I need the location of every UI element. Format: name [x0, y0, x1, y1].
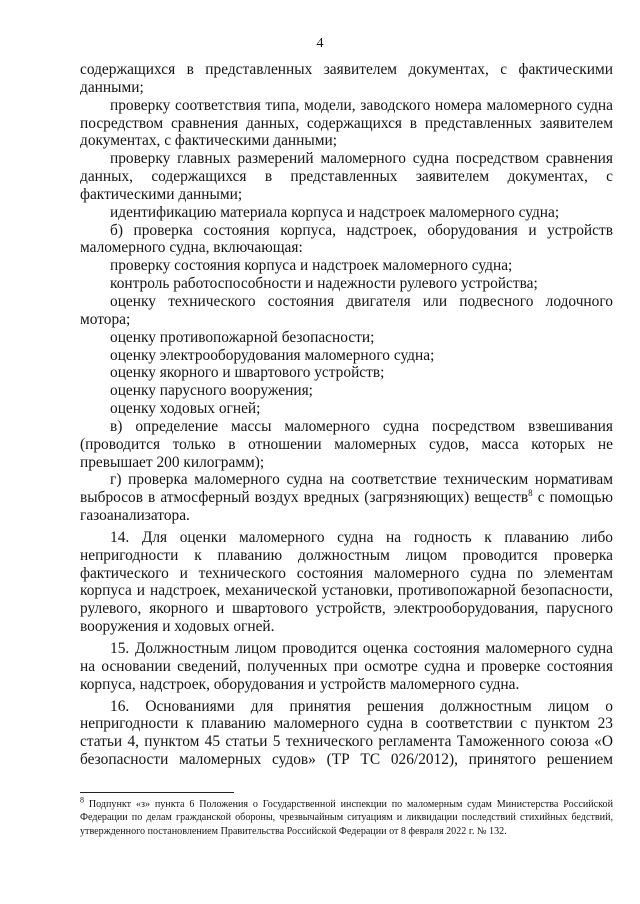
paragraph [80, 698, 613, 769]
paragraph [80, 382, 613, 400]
paragraph-text: 15. Должностным лицом проводится оценка состояния маломерного судна на основании сведений, полученных при осмотре судна и проверке состояния корпуса, надстроек, оборудования и устройств маломерного судна. [80, 640, 613, 693]
paragraph-text: контроль работоспособности и надежности рулевого устройства; [110, 275, 538, 293]
paragraph-text: б) проверка состояния корпуса, надстроек, оборудования и устройств маломерного судна, включающая: [80, 221, 613, 257]
body-text [80, 61, 613, 769]
paragraph [80, 222, 613, 258]
paragraph [80, 275, 613, 293]
paragraph-text: идентификацию материала корпуса и надстроек маломерного судна; [110, 203, 560, 221]
paragraph-text: содержащихся в представленных заявителем документах, с фактическими данными; [80, 61, 613, 96]
paragraph [80, 471, 613, 525]
paragraph-text: оценку электрооборудования маломерного судна; [110, 346, 435, 364]
footnote-reference: 8 [528, 488, 533, 499]
paragraph-text: проверку соответствия типа, модели, заводского номера маломерного судна посредством сравнения данных, содержащихся в представленных заявителем документах, с фактическими данными; [80, 96, 613, 150]
paragraph [80, 640, 613, 694]
paragraph-text: оценку парусного вооружения; [110, 382, 313, 400]
paragraph-text: в) определение массы маломерного судна посредством взвешивания (проводится только в отношении маломерных судов, масса которых не превышает 200 килограмм); [80, 417, 613, 471]
paragraph-text: оценку противопожарной безопасности; [110, 328, 375, 346]
paragraph [80, 150, 613, 204]
paragraph-text: оценку якорного и швартового устройств; [110, 364, 385, 382]
paragraph-text: оценку ходовых огней; [110, 400, 261, 418]
paragraph [80, 257, 613, 275]
paragraph-text-continued: с помощью газоанализатора. [80, 489, 614, 525]
paragraph [80, 364, 613, 382]
paragraph [80, 61, 613, 97]
paragraph [80, 529, 613, 636]
paragraph [80, 400, 613, 418]
paragraph-text: г) проверка маломерного судна на соответствие техническим нормативам выбросов в атмосферный воздух вредных (загрязняющих) веществ [80, 471, 613, 507]
paragraph [80, 329, 613, 347]
footnote-separator [80, 792, 234, 793]
paragraph [80, 293, 613, 329]
paragraph-text: 14. Для оценки маломерного судна на годность к плаванию либо непригодности к плаванию должностным лицом проводится проверка фактического и технического состояния маломерного судна по элементам корпуса и надстроек, механической установки, противопожарной безопасности, рулевого, якорного и швартового устройств, электрооборудования, парусного вооружения и ходовых огней. [80, 528, 613, 636]
paragraph [80, 97, 613, 151]
paragraph [80, 204, 613, 222]
footnote [80, 795, 613, 838]
paragraph-text: проверку состояния корпуса и надстроек маломерного судна; [110, 257, 513, 275]
footnote-mark: 8 [80, 795, 84, 805]
footnote-text: Подпункт «з» пункта 6 Положения о Государственной инспекции по маломерным судам Министерства Российской Федерации по делам гражданской обороны, чрезвычайным ситуациям и ликвидации последствий стихийных бедствий, утвержденного постановлением Правительства Российской Федерации от 8 февраля 2022 г. № 132. [80, 799, 613, 837]
paragraph-text: 16. Основаниями для принятия решения должностным лицом о непригодности к плаванию маломерного судна в соответствии с пунктом 23 статьи 4, пунктом 45 статьи 5 технического регламента Таможенного союза «О безопасности маломерных судов» (ТР ТС 026/2012), принятого решением [80, 697, 613, 769]
paragraph-text: оценку технического состояния двигателя или подвесного лодочного мотора; [80, 292, 613, 328]
paragraph [80, 418, 613, 472]
paragraph [80, 347, 613, 365]
page-number: 4 [316, 36, 324, 51]
paragraph-text: проверку главных размерений маломерного судна посредством сравнения данных, содержащихся в представленных заявителем документах, с фактическими данными; [80, 150, 613, 203]
